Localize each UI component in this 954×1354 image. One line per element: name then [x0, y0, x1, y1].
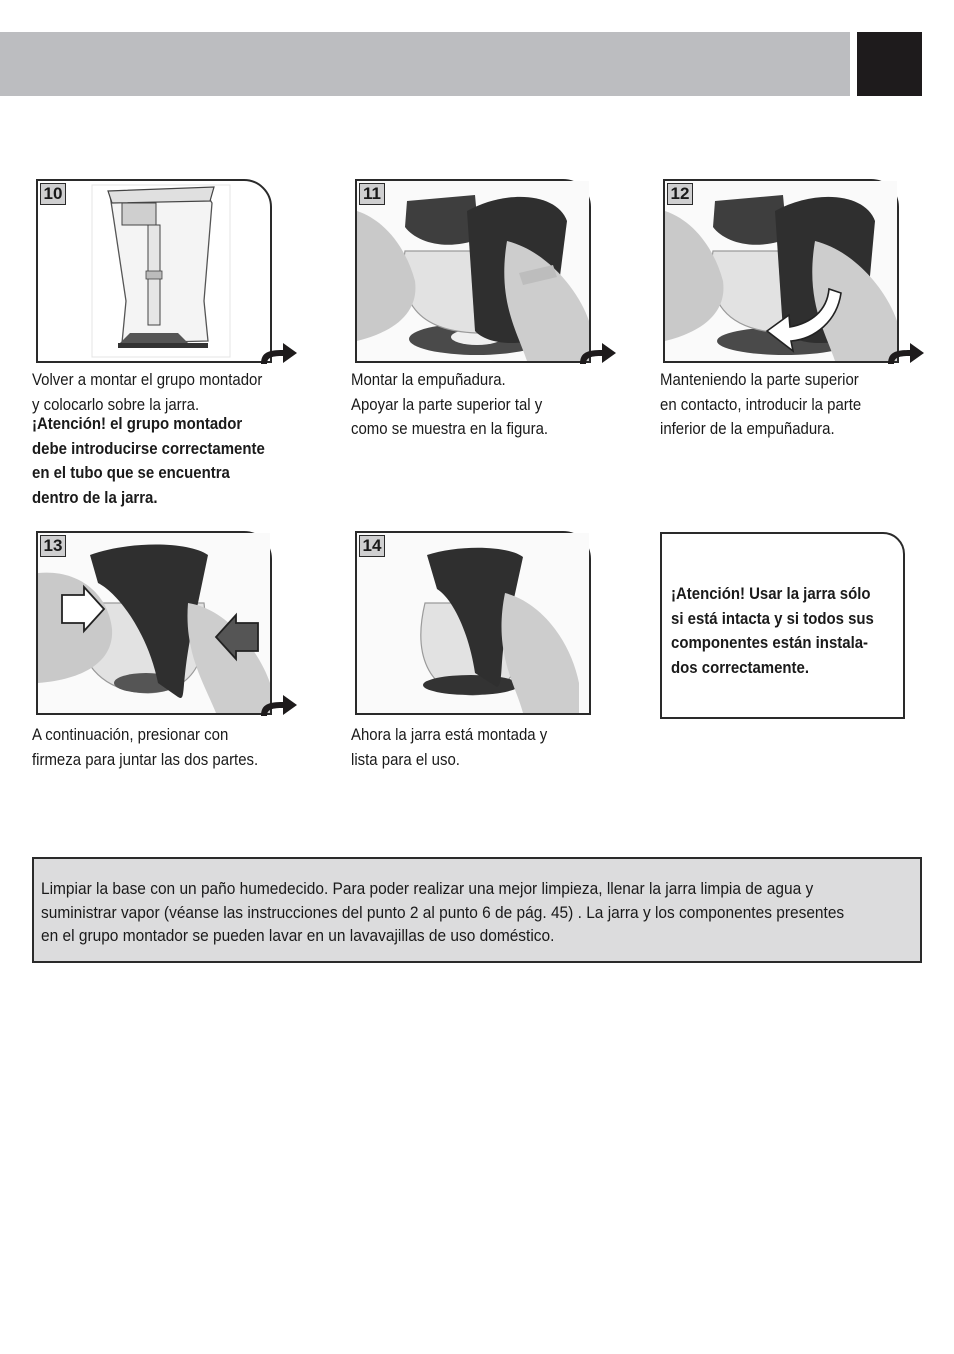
step-12-photo [665, 181, 897, 361]
warning-box [660, 532, 905, 719]
step-11-caption: Montar la empuñadura. Apoyar la parte superior tal y como se muestra en la figura. [351, 370, 549, 438]
step-11-frame [355, 179, 591, 363]
step-10-frame [36, 179, 272, 363]
step-10-caption: Volver a montar el grupo montador y colocarlo sobre la jarra. ¡Atención! el grupo montador debe introducirse correctamente en el tubo que se encuentra dentro de la jarra. [32, 370, 265, 507]
cleaning-info-text: Limpiar la base con un paño humedecido. Para poder realizar una mejor limpieza, llenar la jarra limpia de agua y suministrar vapor (véanse las instrucciones del punto 2 al punto 6 de pág. 45) . La jarra y los componentes presentes en el grupo montador se pueden lavar en un lavavajillas de uso doméstico. [41, 879, 845, 945]
step-number: 13 [40, 535, 66, 557]
step-14-photo [357, 533, 589, 713]
warning-text: ¡Atención! Usar la jarra sólo si está intacta y si todos sus componentes están instala- dos correctamente. [671, 584, 874, 677]
step-13-caption: A continuación, presionar con firmeza para juntar las dos partes. [32, 725, 259, 769]
step-number: 10 [40, 183, 66, 205]
step-number: 14 [359, 535, 385, 557]
step-10-illustration [38, 181, 270, 361]
next-step-arrow-icon [578, 340, 618, 366]
step-number: 11 [359, 183, 385, 205]
step-12-caption: Manteniendo la parte superior en contacto, introducir la parte inferior de la empuñadura. [660, 370, 862, 438]
page-header-bar [0, 32, 850, 96]
step-13-photo [38, 533, 270, 713]
step-11-photo [357, 181, 589, 361]
step-number: 12 [667, 183, 693, 205]
next-step-arrow-icon [259, 340, 299, 366]
page-header-tab [857, 32, 922, 96]
next-step-arrow-icon [259, 692, 299, 718]
next-step-arrow-icon [886, 340, 926, 366]
step-14-frame [355, 531, 591, 715]
step-13-frame [36, 531, 272, 715]
step-12-frame [663, 179, 899, 363]
step-14-caption: Ahora la jarra está montada y lista para el uso. [351, 725, 548, 769]
cleaning-info-box [32, 857, 922, 963]
